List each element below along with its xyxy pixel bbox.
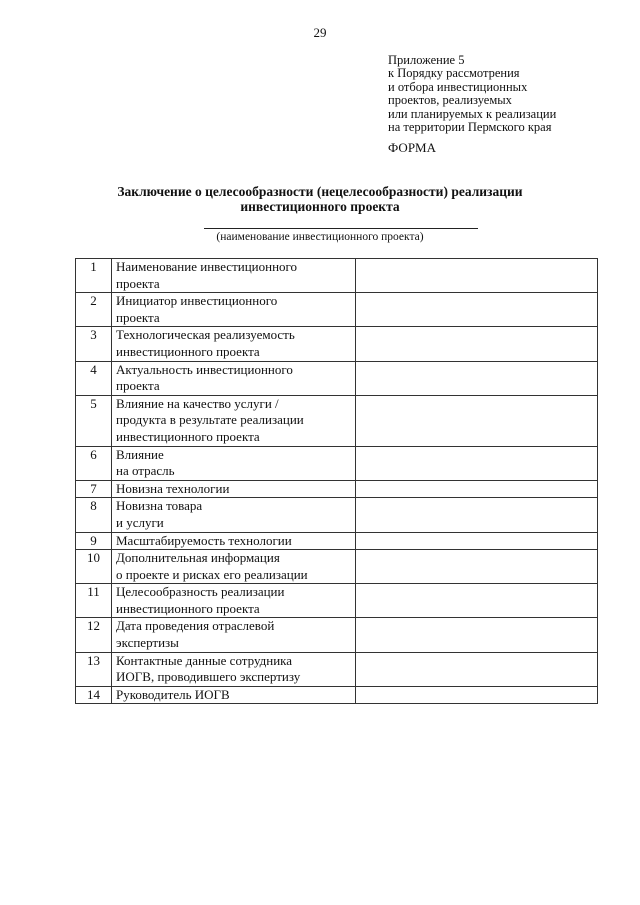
row-label-line: проекта: [116, 378, 160, 394]
row-label-line: инвестиционного проекта: [116, 343, 260, 359]
row-number: 12: [76, 618, 112, 652]
row-label-line: Актуальность инвестиционного: [116, 361, 293, 377]
row-label: [112, 686, 356, 704]
table-row: [76, 293, 598, 327]
row-label-line: Инициатор инвестиционного: [116, 293, 278, 309]
row-value-cell[interactable]: [356, 259, 598, 293]
row-number: 4: [76, 361, 112, 395]
table-row: [76, 686, 598, 704]
row-label: [112, 395, 356, 446]
row-number: 10: [76, 550, 112, 584]
annex-line: к Порядку рассмотрения: [388, 66, 520, 81]
row-number: 8: [76, 498, 112, 532]
annex-line: проектов, реализуемых: [388, 93, 512, 108]
form-label: ФОРМА: [388, 140, 436, 155]
project-name-blank-line: [204, 228, 478, 229]
row-label-line: на отрасль: [116, 463, 175, 479]
row-value-cell[interactable]: [356, 686, 598, 704]
row-value-cell[interactable]: [356, 446, 598, 480]
table-row: [76, 480, 598, 498]
row-number: 13: [76, 652, 112, 686]
page-number: 29: [313, 25, 327, 40]
row-value-cell[interactable]: [356, 395, 598, 446]
row-number: 2: [76, 293, 112, 327]
row-label-line: Целесообразность реализации: [116, 584, 285, 600]
table-row: [76, 550, 598, 584]
row-label: [112, 361, 356, 395]
row-label-line: Влияние на качество услуги /: [116, 395, 279, 411]
row-value-cell[interactable]: [356, 480, 598, 498]
row-label: [112, 498, 356, 532]
row-label: [112, 327, 356, 361]
row-label-line: инвестиционного проекта: [116, 600, 260, 616]
annex-line: и отбора инвестиционных: [388, 79, 528, 94]
row-label: [112, 550, 356, 584]
table-row: [76, 652, 598, 686]
row-value-cell[interactable]: [356, 293, 598, 327]
table-row: [76, 361, 598, 395]
row-label-line: Дополнительная информация: [116, 550, 280, 566]
row-label: [112, 618, 356, 652]
document-title: [70, 184, 570, 214]
row-label-line: Дата проведения отраслевой: [116, 618, 275, 634]
row-label: [112, 584, 356, 618]
row-number: 5: [76, 395, 112, 446]
row-number: 9: [76, 532, 112, 550]
row-number: 1: [76, 259, 112, 293]
row-label-line: инвестиционного проекта: [116, 428, 260, 444]
table-row: [76, 532, 598, 550]
row-label-line: проекта: [116, 275, 160, 291]
row-label-line: и услуги: [116, 514, 164, 530]
row-value-cell[interactable]: [356, 327, 598, 361]
table-row: [76, 259, 598, 293]
row-label-line: Руководитель ИОГВ: [116, 686, 230, 702]
row-label: [112, 480, 356, 498]
table-row: [76, 327, 598, 361]
row-label: [112, 446, 356, 480]
row-label-line: Новизна технологии: [116, 480, 230, 496]
table-row: [76, 618, 598, 652]
table-row: [76, 584, 598, 618]
project-name-caption: (наименование инвестиционного проекта): [216, 231, 424, 243]
row-number: 6: [76, 446, 112, 480]
row-label-line: продукта в результате реализации: [116, 412, 304, 428]
row-value-cell[interactable]: [356, 652, 598, 686]
row-label-line: Контактные данные сотрудника: [116, 652, 293, 668]
row-value-cell[interactable]: [356, 584, 598, 618]
row-label-line: проекта: [116, 309, 160, 325]
row-label-line: о проекте и рисках его реализации: [116, 566, 308, 582]
row-value-cell[interactable]: [356, 532, 598, 550]
row-label: [112, 293, 356, 327]
row-label: [112, 532, 356, 550]
table-row: [76, 446, 598, 480]
row-label: [112, 652, 356, 686]
row-value-cell[interactable]: [356, 618, 598, 652]
row-number: 7: [76, 480, 112, 498]
row-number: 11: [76, 584, 112, 618]
row-value-cell[interactable]: [356, 361, 598, 395]
row-label-line: ИОГВ, проводившего экспертизу: [116, 669, 301, 685]
row-value-cell[interactable]: [356, 498, 598, 532]
row-label: [112, 259, 356, 293]
table-row: [76, 498, 598, 532]
row-label-line: Влияние: [116, 446, 164, 462]
row-label-line: Технологическая реализуемость: [116, 327, 295, 343]
row-value-cell[interactable]: [356, 550, 598, 584]
expertise-table: [75, 258, 598, 704]
row-label-line: Масштабируемость технологии: [116, 532, 292, 548]
table-row: [76, 395, 598, 446]
row-number: 3: [76, 327, 112, 361]
row-number: 14: [76, 686, 112, 704]
row-label-line: Наименование инвестиционного: [116, 259, 298, 274]
title-line: инвестиционного проекта: [240, 199, 400, 214]
annex-line: или планируемых к реализации: [388, 106, 557, 121]
annex-line: на территории Пермского края: [388, 120, 552, 135]
row-label-line: Новизна товара: [116, 498, 203, 514]
annex-block: [388, 54, 628, 134]
row-label-line: экспертизы: [116, 635, 179, 651]
annex-line: Приложение 5: [388, 53, 465, 67]
title-line: Заключение о целесообразности (нецелесообразности) реализации: [117, 184, 523, 199]
